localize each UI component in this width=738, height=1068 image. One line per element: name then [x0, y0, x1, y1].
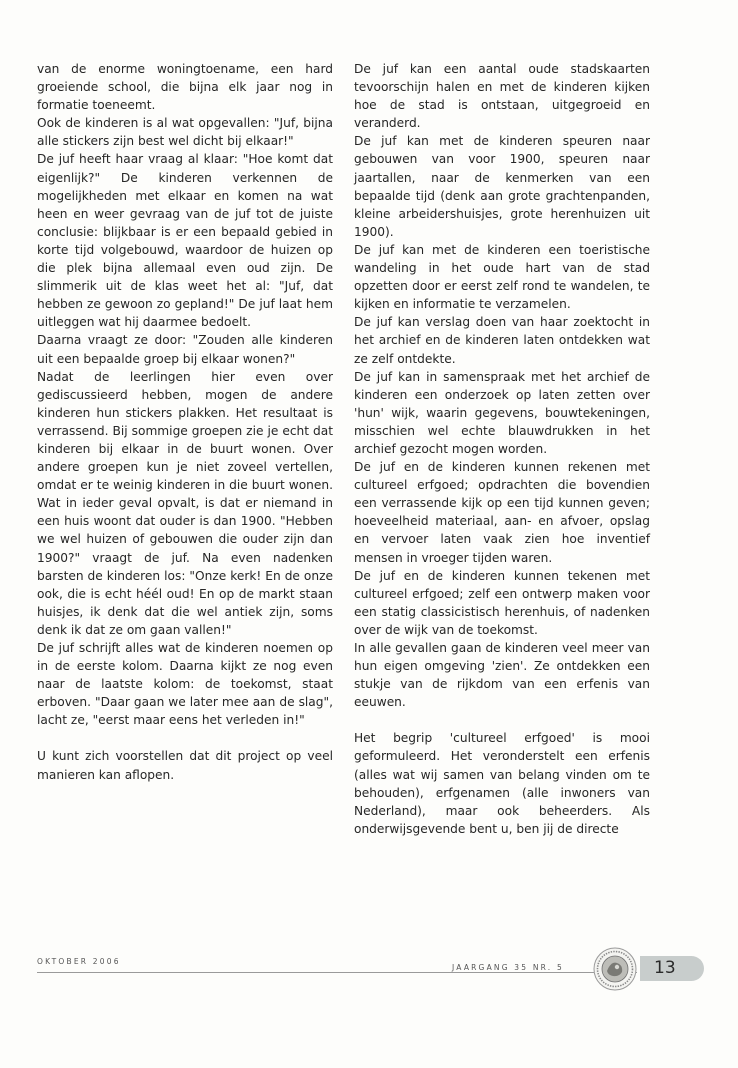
footer-date: OKTOBER 2006 — [37, 957, 121, 966]
paragraph: Daarna vraagt ze door: "Zouden alle kinderen uit een bepaalde groep bij elkaar wonen?" — [37, 333, 333, 366]
paragraph: Ook de kinderen is al wat opgevallen: "Juf, bijna alle stickers zijn best wel dicht bij elkaar!" — [37, 116, 333, 149]
paragraph: De juf heeft haar vraag al klaar: "Hoe komt dat eigenlijk?" De kinderen verkennen de mogelijkheden met elkaar en komen na wat heen en weer gevraag van de juf tot de juiste conclusie: blijkbaar is er een bepaald gebied in korte tijd volgebouwd, waardoor de huizen op die plek bijna allemaal even oud zijn. De slimmerik uit de klas weet het al: "Juf, dat hebben ze gewoon zo gepland!" De juf laat hem uitleggen wat hij daarmee bedoelt. — [37, 152, 333, 330]
paragraph: De juf en de kinderen kunnen tekenen met cultureel erfgoed; zelf een ontwerp maken voor een statig classicistisch herenhuis, of nadenken over de wijk van de toekomst. — [354, 568, 650, 637]
page-number: 13 — [640, 956, 704, 981]
paragraph: In alle gevallen gaan de kinderen veel meer van hun eigen omgeving 'zien'. Ze ontdekken een stukje van de rijkdom van een erfenis van eeuwen. — [354, 641, 650, 710]
footer-volume: JAARGANG 35 NR. 5 — [452, 963, 564, 972]
paragraph: De juf kan in samenspraak met het archief de kinderen een onderzoek op laten zetten over 'hun' wijk, waarin gegevens, bouwtekeningen, misschien wel echte blauwdrukken in het archief gezocht mogen worden. — [354, 369, 650, 456]
paragraph: Nadat de leerlingen hier even over gediscussieerd hebben, mogen de andere kinderen hun stickers plakken. Het resultaat is verrassend. Bij sommige groepen zie je echt dat kinderen bij elkaar in de buurt wonen. Over andere groepen kun je niet zoveel vertellen, omdat er te weinig kinderen in die buurt wonen. Wat in ieder geval opvalt, is dat er niemand in een huis woont dat ouder is dan 1900. "Hebben we wel huizen of gebouwen die ouder zijn dan 1900?" vraagt de juf. Na even nadenken barsten de kinderen los: "Onze kerk! En de onze ook, die is echt héél oud! En op de markt staan huisjes, ik denk dat die wel antiek zijn, soms denk ik dat ze om gaan vallen!" — [37, 369, 333, 637]
paragraph-gap — [354, 711, 650, 729]
paragraph: Het begrip 'cultureel erfgoed' is mooi geformuleerd. Het veronderstelt een erfenis (alles wat wij samen van belang vinden om te behouden), erfgenamen (alle inwoners van Nederland), maar ook beheerders. Als onderwijsgevende bent u, ben jij de directe — [354, 731, 650, 836]
footer-rule — [37, 972, 637, 973]
paragraph: De juf en de kinderen kunnen rekenen met cultureel erfgoed; opdrachten die bovendien een verrassende kijk op een tijd kunnen geven; hoeveelheid materiaal, aan- en afvoer, opslag en vervoer laten vaak zien hoe inventief mensen in vroeger tijden waren. — [354, 460, 650, 565]
paragraph: De juf kan met de kinderen een toeristische wandeling in het oude hart van de stad opzetten door er eerst zelf rond te wandelen, te kijken en informatie te verzamelen. — [354, 242, 650, 312]
paragraph: De juf kan verslag doen van haar zoektocht in het archief en de kinderen laten ontdekken wat ze zelf ontdekte. — [354, 315, 650, 366]
medallion-seal-icon — [593, 947, 637, 991]
paragraph: De juf kan een aantal oude stadskaarten tevoorschijn halen en met de kinderen kijken hoe de stad is ontstaan, uitgegroeid en veranderd. — [354, 62, 650, 131]
left-column — [37, 60, 333, 784]
paragraph: De juf kan met de kinderen speuren naar gebouwen van voor 1900, speuren naar jaartallen, naar de kenmerken van een bepaalde tijd (denk aan grote grachtenpanden, kleine arbeidershuisjes, grote herenhuizen uit 1900). — [354, 134, 650, 239]
paragraph: De juf schrijft alles wat de kinderen noemen op in de eerste kolom. Daarna kijkt ze nog even naar de laatste kolom: de toekomst, staat erboven. "Daar gaan we later mee aan de slag", lacht ze, "eerst maar eens het verleden in!" — [37, 641, 333, 728]
paragraph: van de enorme woningtoename, een hard groeiende school, die bijna elk jaar nog in formatie toeneemt. — [37, 62, 333, 113]
paragraph-gap — [37, 729, 333, 747]
right-column — [354, 60, 650, 838]
paragraph: U kunt zich voorstellen dat dit project op veel manieren kan aflopen. — [37, 749, 333, 782]
